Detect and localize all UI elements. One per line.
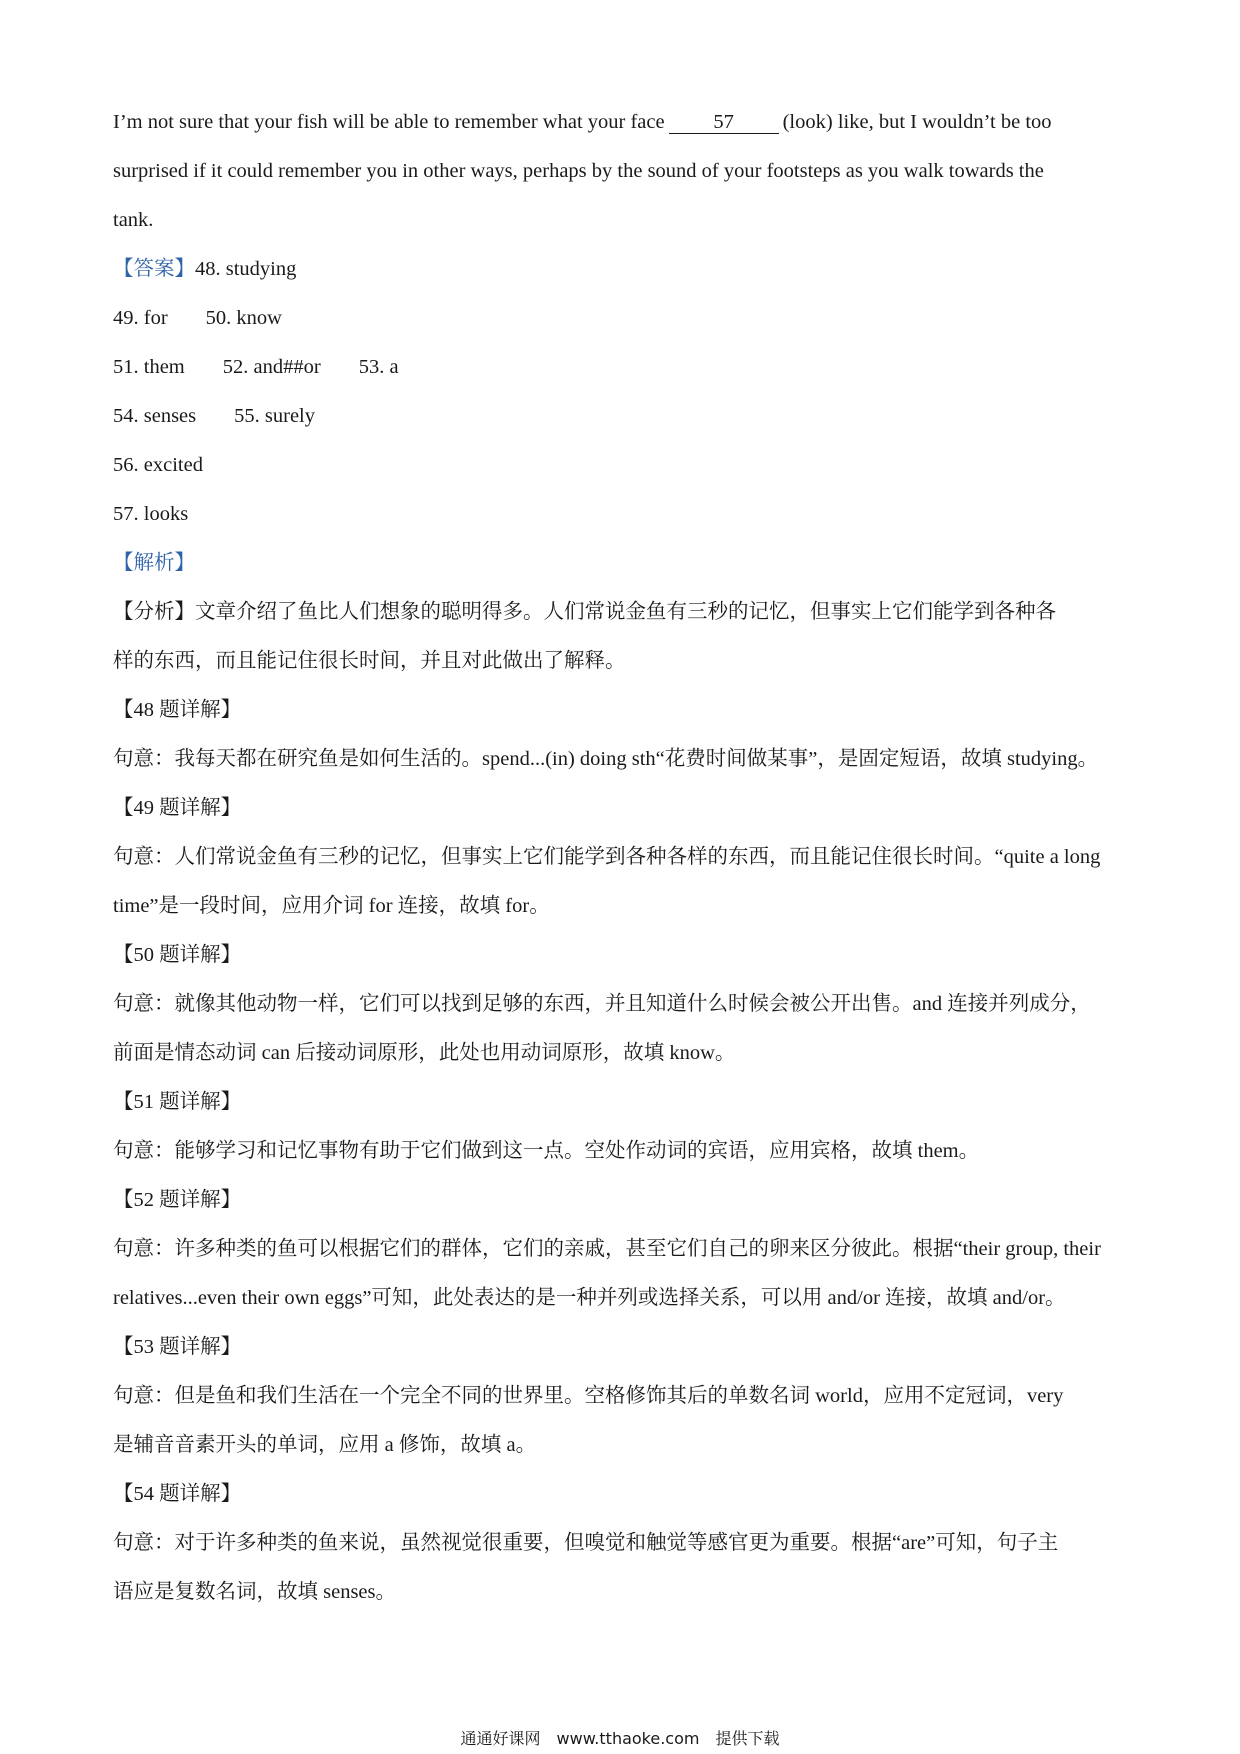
answer-row <box>113 441 1133 490</box>
question-explanations <box>113 686 1133 1617</box>
overview-line: 样的东西，而且能记住很长时间，并且对此做出了解释。 <box>113 650 626 672</box>
explanation-line: time”是一段时间，应用介词 for 连接，故填 for。 <box>113 895 550 917</box>
question-heading: 【50 题详解】 <box>113 944 242 966</box>
passage-text: (look) like, but I wouldn’t be too <box>782 111 1052 133</box>
explanation-line: 句意：但是鱼和我们生活在一个完全不同的世界里。空格修饰其后的单数名词 world，应用不定冠词，very <box>113 1385 1064 1407</box>
explanation-line: 句意：能够学习和记忆事物有助于它们做到这一点。空处作动词的宾语，应用宾格，故填 them。 <box>113 1140 980 1162</box>
answer-item: 57. looks <box>113 503 189 525</box>
explanation-line: 句意：就像其他动物一样，它们可以找到足够的东西，并且知道什么时候会被公开出售。and 连接并列成分， <box>113 993 1091 1015</box>
analysis-tag <box>113 539 1133 588</box>
explanation-line: 是辅音音素开头的单词，应用 a 修饰，故填 a。 <box>113 1434 537 1456</box>
answer-section <box>113 245 1133 539</box>
answer-row <box>113 294 1133 343</box>
analysis-label: 【解析】 <box>113 552 195 574</box>
question-heading: 【52 题详解】 <box>113 1189 242 1211</box>
answer-label: 【答案】 <box>113 258 195 280</box>
page-footer: 通通好课网 www.tthaoke.com 提供下载 <box>460 1729 780 1748</box>
question-heading: 【51 题详解】 <box>113 1091 242 1113</box>
answer-item: 55. surely <box>234 405 315 427</box>
question-heading: 【49 题详解】 <box>113 797 242 819</box>
answer-row <box>113 490 1133 539</box>
answer-item: 51. them <box>113 356 185 378</box>
answer-row <box>113 392 1133 441</box>
explanation-line: 句意：我每天都在研究鱼是如何生活的。spend...(in) doing sth“花费时间做某事”，是固定短语，故填 studying。 <box>113 748 1099 770</box>
passage-text: I’m not sure that your fish will be able to remember what your face <box>113 111 665 133</box>
overview-line: 【分析】文章介绍了鱼比人们想象的聪明得多。人们常说金鱼有三秒的记忆，但事实上它们能学到各种各 <box>113 601 1056 623</box>
explanation-line: 句意：许多种类的鱼可以根据它们的群体，它们的亲戚，甚至它们自己的卵来区分彼此。根据“their group, their <box>113 1238 1101 1260</box>
answer-item: 54. senses <box>113 405 197 427</box>
answer-row <box>113 245 1133 294</box>
answer-row <box>113 343 1133 392</box>
answer-item: 56. excited <box>113 454 203 476</box>
document-body <box>113 98 1133 1617</box>
question-heading: 【54 题详解】 <box>113 1483 242 1505</box>
explanation-line: 句意：人们常说金鱼有三秒的记忆，但事实上它们能学到各种各样的东西，而且能记住很长时间。“quite a long <box>113 846 1101 868</box>
answer-item: 49. for <box>113 307 168 329</box>
question-heading: 【48 题详解】 <box>113 699 242 721</box>
blank-57: 57 <box>669 111 779 134</box>
answer-item: 48. studying <box>195 258 297 280</box>
analysis-overview <box>113 588 1133 686</box>
question-heading: 【53 题详解】 <box>113 1336 242 1358</box>
answer-item: 52. and##or <box>222 356 321 378</box>
answer-item: 50. know <box>205 307 282 329</box>
explanation-line: relatives...even their own eggs”可知，此处表达的是一种并列或选择关系，可以用 and/or 连接，故填 and/or。 <box>113 1287 1066 1309</box>
explanation-line: 语应是复数名词，故填 senses。 <box>113 1581 397 1603</box>
explanation-line: 句意：对于许多种类的鱼来说，虽然视觉很重要，但嗅觉和触觉等感官更为重要。根据“are”可知，句子主 <box>113 1532 1059 1554</box>
explanation-line: 前面是情态动词 can 后接动词原形，此处也用动词原形，故填 know。 <box>113 1042 736 1064</box>
answer-item: 53. a <box>358 356 399 378</box>
passage-line-1 <box>113 98 1133 147</box>
passage-line-3: tank. <box>113 209 154 231</box>
passage-line-2: surprised if it could remember you in other ways, perhaps by the sound of your footsteps as you walk towards the <box>113 160 1044 182</box>
